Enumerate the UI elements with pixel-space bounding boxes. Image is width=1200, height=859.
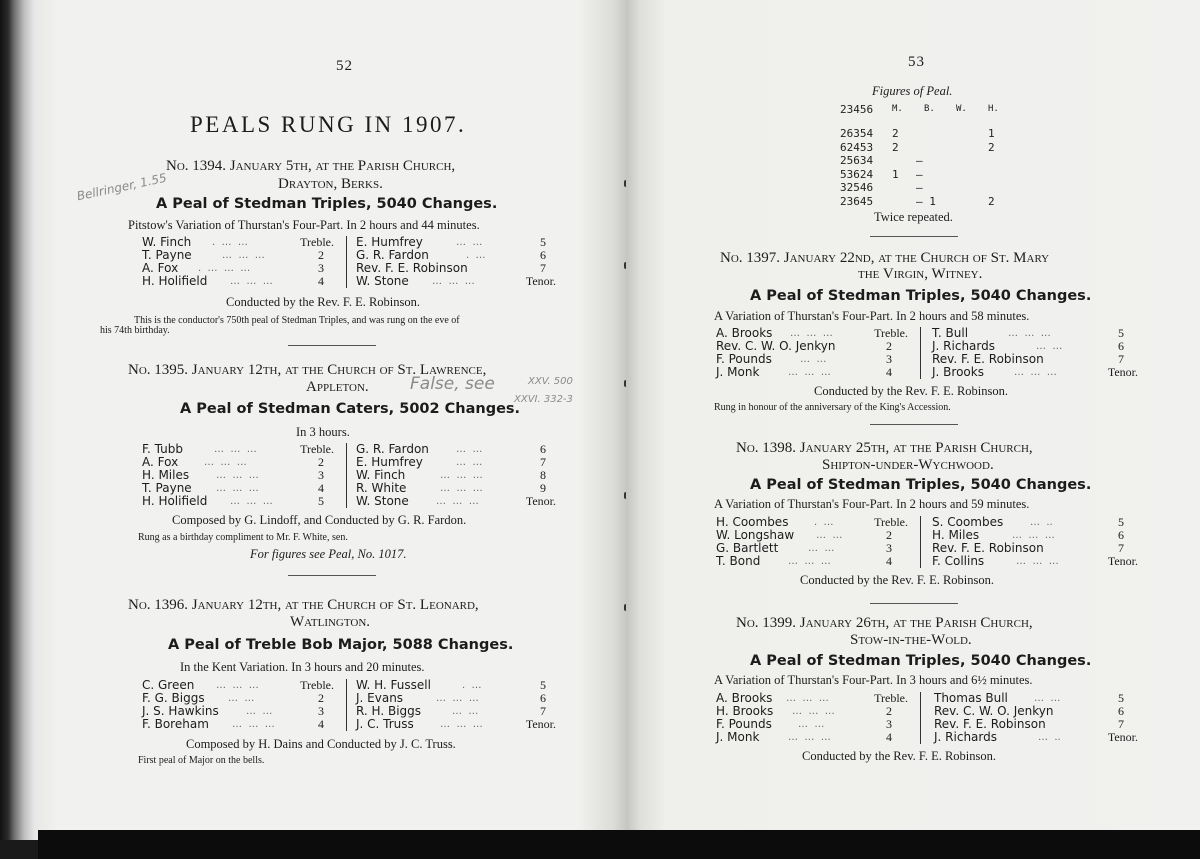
peal-heading: No. 1394. January 5th, at the Parish Church, <box>166 158 456 174</box>
ringers-left-column <box>716 692 916 744</box>
ringers-table <box>716 692 1136 746</box>
ringers-table <box>716 516 1136 570</box>
peal-heading: No. 1396. January 12th, at the Church of St. Leonard, <box>128 597 479 613</box>
column-divider <box>920 692 921 744</box>
ringer-row: T. Bond … … … 4 <box>716 554 892 568</box>
ringer-row: A. Fox … … … 2 <box>142 455 324 469</box>
peal-note: Rung in honour of the anniversary of the King's Accession. <box>714 402 951 413</box>
column-divider <box>920 516 921 568</box>
conducted-line: Conducted by the Rev. F. E. Robinson. <box>814 384 1009 398</box>
peal-title: A Peal of Stedman Triples, 5040 Changes. <box>750 477 1092 493</box>
page-title: PEALS RUNG IN 1907. <box>190 112 467 137</box>
peal-info: Pitstow's Variation of Thurstan's Four-Part. In 2 hours and 44 minutes. <box>128 218 480 232</box>
ringer-row: J. Brooks … … … Tenor. <box>932 365 1138 379</box>
peal-note: his 74th birthday. <box>100 325 170 336</box>
peal-location: Appleton. <box>306 379 369 395</box>
ringer-row: W. Stone … … … Tenor. <box>356 274 556 288</box>
peal-heading: No. 1399. January 26th, at the Parish Church, <box>736 615 1033 631</box>
peal-location: Drayton, Berks. <box>278 176 383 192</box>
figures-footer: Twice repeated. <box>874 210 953 224</box>
peal-location: Watlington. <box>290 614 371 630</box>
ringer-row: C. Green … … … Treble. <box>142 678 334 692</box>
ringer-row: J. Monk … … … 4 <box>716 365 892 379</box>
ringer-row: G. R. Fardon … … 6 <box>356 442 546 456</box>
ringer-row: Rev. F. E. Robinson 7 <box>934 717 1124 731</box>
ringer-row: E. Humfrey … … 5 <box>356 235 546 249</box>
figures-row: 53624 1 — <box>840 167 923 181</box>
peal-title: A Peal of Treble Bob Major, 5088 Changes. <box>168 637 514 653</box>
ringers-table <box>142 679 562 733</box>
ringer-row: S. Coombes … .. 5 <box>932 515 1124 529</box>
separator-rule <box>288 345 376 346</box>
column-divider <box>346 236 347 288</box>
ringers-table <box>142 236 562 290</box>
ringers-right-column <box>356 443 566 508</box>
ringer-row: A. Fox . … … … 3 <box>142 261 324 275</box>
ringer-row: T. Bull … … … 5 <box>932 326 1124 340</box>
figures-row: 62453 2 2 <box>840 140 995 154</box>
peal-heading: No. 1398. January 25th, at the Parish Church, <box>736 440 1033 456</box>
book-bottom-edge <box>38 830 1200 859</box>
figures-title: Figures of Peal. <box>872 84 953 98</box>
figures-row: 25634 — <box>840 154 923 167</box>
ringer-row: A. Brooks … … … Treble. <box>716 691 908 705</box>
conducted-line: Conducted by the Rev. F. E. Robinson. <box>800 573 995 587</box>
ringer-row: W. Finch … … … 8 <box>356 468 546 482</box>
ringers-left-column <box>142 236 342 288</box>
page-number: 52 <box>336 58 353 74</box>
ringer-row: H. Coombes . … Treble. <box>716 515 908 529</box>
peal-note: This is the conductor's 750th peal of Stedman Triples, and was rung on the eve of <box>134 315 460 326</box>
ringer-row: F. Collins … … … Tenor. <box>932 554 1138 568</box>
ringer-row: J. Monk … … … 4 <box>716 730 892 744</box>
ringer-row: F. Tubb … … … Treble. <box>142 442 334 456</box>
column-divider <box>346 443 347 508</box>
column-divider <box>346 679 347 731</box>
ringer-row: J. Richards … … 6 <box>932 339 1124 353</box>
ringers-left-column <box>142 679 342 731</box>
peal-heading: No. 1397. January 22nd, at the Church of St. Mary <box>720 250 1050 266</box>
peal-location: Shipton-under-Wychwood. <box>822 457 994 473</box>
column-divider <box>920 327 921 379</box>
ringers-right-column <box>934 692 1144 744</box>
figures-row: 26354 2 1 <box>840 127 995 140</box>
ringer-row: H. Miles … … … 6 <box>932 528 1124 542</box>
figures-row: 23645 — 1 2 <box>840 194 995 208</box>
ringers-table <box>142 443 562 509</box>
ringer-row: J. Evans … … … 6 <box>356 691 546 705</box>
peal-info: A Variation of Thurstan's Four-Part. In 2 hours and 58 minutes. <box>714 309 1030 323</box>
peal-note: Rung as a birthday compliment to Mr. F. White, sen. <box>138 532 348 543</box>
ringer-row: Thomas Bull … … 5 <box>934 691 1124 705</box>
ringer-row: H. Holifield … … … 5 <box>142 494 324 508</box>
peal-title: A Peal of Stedman Triples, 5040 Changes. <box>750 288 1092 304</box>
figures-header-row: 23456 M. B. W. H. <box>840 103 999 116</box>
ringer-row: Rev. C. W. O. Jenkyn 6 <box>934 704 1124 718</box>
ringer-row: W. Stone … … … Tenor. <box>356 494 556 508</box>
peal-note: First peal of Major on the bells. <box>138 755 265 766</box>
conducted-line: Composed by G. Lindoff, and Conducted by G. R. Fardon. <box>172 513 467 527</box>
ringer-row: J. S. Hawkins … … 3 <box>142 704 324 718</box>
ringer-row: H. Holifield … … … 4 <box>142 274 324 288</box>
ringer-row: W. Finch . … … Treble. <box>142 235 334 249</box>
ringers-right-column <box>356 679 566 731</box>
separator-rule <box>288 575 376 576</box>
pencil-annotation: XXVI. 332-3 <box>514 394 573 405</box>
peal-location: the Virgin, Witney. <box>858 266 983 282</box>
pencil-annotation: False, see <box>410 374 495 394</box>
ringer-row: T. Payne … … … 4 <box>142 481 324 495</box>
figures-row: 32546 — <box>840 181 923 194</box>
conducted-line: Composed by H. Dains and Conducted by J. C. Truss. <box>186 737 456 751</box>
ringer-row: G. R. Fardon . … 6 <box>356 248 546 262</box>
peal-info: In the Kent Variation. In 3 hours and 20 minutes. <box>180 660 425 674</box>
ringer-row: Rev. F. E. Robinson 7 <box>932 541 1124 555</box>
ringer-row: H. Brooks … … … 2 <box>716 704 892 718</box>
ringers-right-column <box>356 236 566 288</box>
ringer-row: Rev. F. E. Robinson 7 <box>356 261 546 275</box>
pencil-annotation: Bellringer, 1.55 <box>75 170 168 204</box>
peal-title: A Peal of Stedman Triples, 5040 Changes. <box>156 196 498 212</box>
peal-location: Stow-in-the-Wold. <box>850 632 972 648</box>
ringer-row: A. Brooks … … … Treble. <box>716 326 908 340</box>
right-page <box>626 0 1200 835</box>
separator-rule <box>870 424 958 425</box>
figures-reference: For figures see Peal, No. 1017. <box>250 547 407 561</box>
ringer-row: F. G. Biggs … … 2 <box>142 691 324 705</box>
ringer-row: T. Payne … … … 2 <box>142 248 324 262</box>
peal-info: A Variation of Thurstan's Four-Part. In 2 hours and 59 minutes. <box>714 497 1030 511</box>
peal-heading: No. 1395. January 12th, at the Church of St. Lawrence, <box>128 362 487 378</box>
ringer-row: R. White … … … 9 <box>356 481 546 495</box>
ringers-table <box>716 327 1136 381</box>
ringer-row: W. Longshaw … … 2 <box>716 528 892 542</box>
ringer-row: F. Boreham … … … 4 <box>142 717 324 731</box>
ringers-left-column <box>142 443 342 508</box>
ringer-row: Rev. F. E. Robinson 7 <box>932 352 1124 366</box>
pencil-annotation: XXV. 500 <box>528 376 573 387</box>
peal-info: A Variation of Thurstan's Four-Part. In 3 hours and 6½ minutes. <box>714 673 1033 687</box>
separator-rule <box>870 603 958 604</box>
conducted-line: Conducted by the Rev. F. E. Robinson. <box>802 749 997 763</box>
separator-rule <box>870 236 958 237</box>
ringer-row: G. Bartlett … … 3 <box>716 541 892 555</box>
ringer-row: R. H. Biggs … … 7 <box>356 704 546 718</box>
ringer-row: E. Humfrey … … 7 <box>356 455 546 469</box>
ringer-row: J. C. Truss … … … Tenor. <box>356 717 556 731</box>
ringers-right-column <box>932 516 1142 568</box>
ringer-row: H. Miles … … … 3 <box>142 468 324 482</box>
ringer-row: Rev. C. W. O. Jenkyn 2 <box>716 339 892 353</box>
peal-info: In 3 hours. <box>296 425 350 439</box>
ringer-row: J. Richards … .. Tenor. <box>934 730 1138 744</box>
ringer-row: W. H. Fussell . … 5 <box>356 678 546 692</box>
ringers-left-column <box>716 516 916 568</box>
page-number: 53 <box>908 54 925 70</box>
conducted-line: Conducted by the Rev. F. E. Robinson. <box>226 295 421 309</box>
peal-title: A Peal of Stedman Caters, 5002 Changes. <box>180 401 521 417</box>
peal-title: A Peal of Stedman Triples, 5040 Changes. <box>750 653 1092 669</box>
ringer-row: F. Pounds … … 3 <box>716 717 892 731</box>
ringers-right-column <box>932 327 1142 379</box>
left-page <box>38 0 626 835</box>
ringers-left-column <box>716 327 916 379</box>
ringer-row: F. Pounds … … 3 <box>716 352 892 366</box>
